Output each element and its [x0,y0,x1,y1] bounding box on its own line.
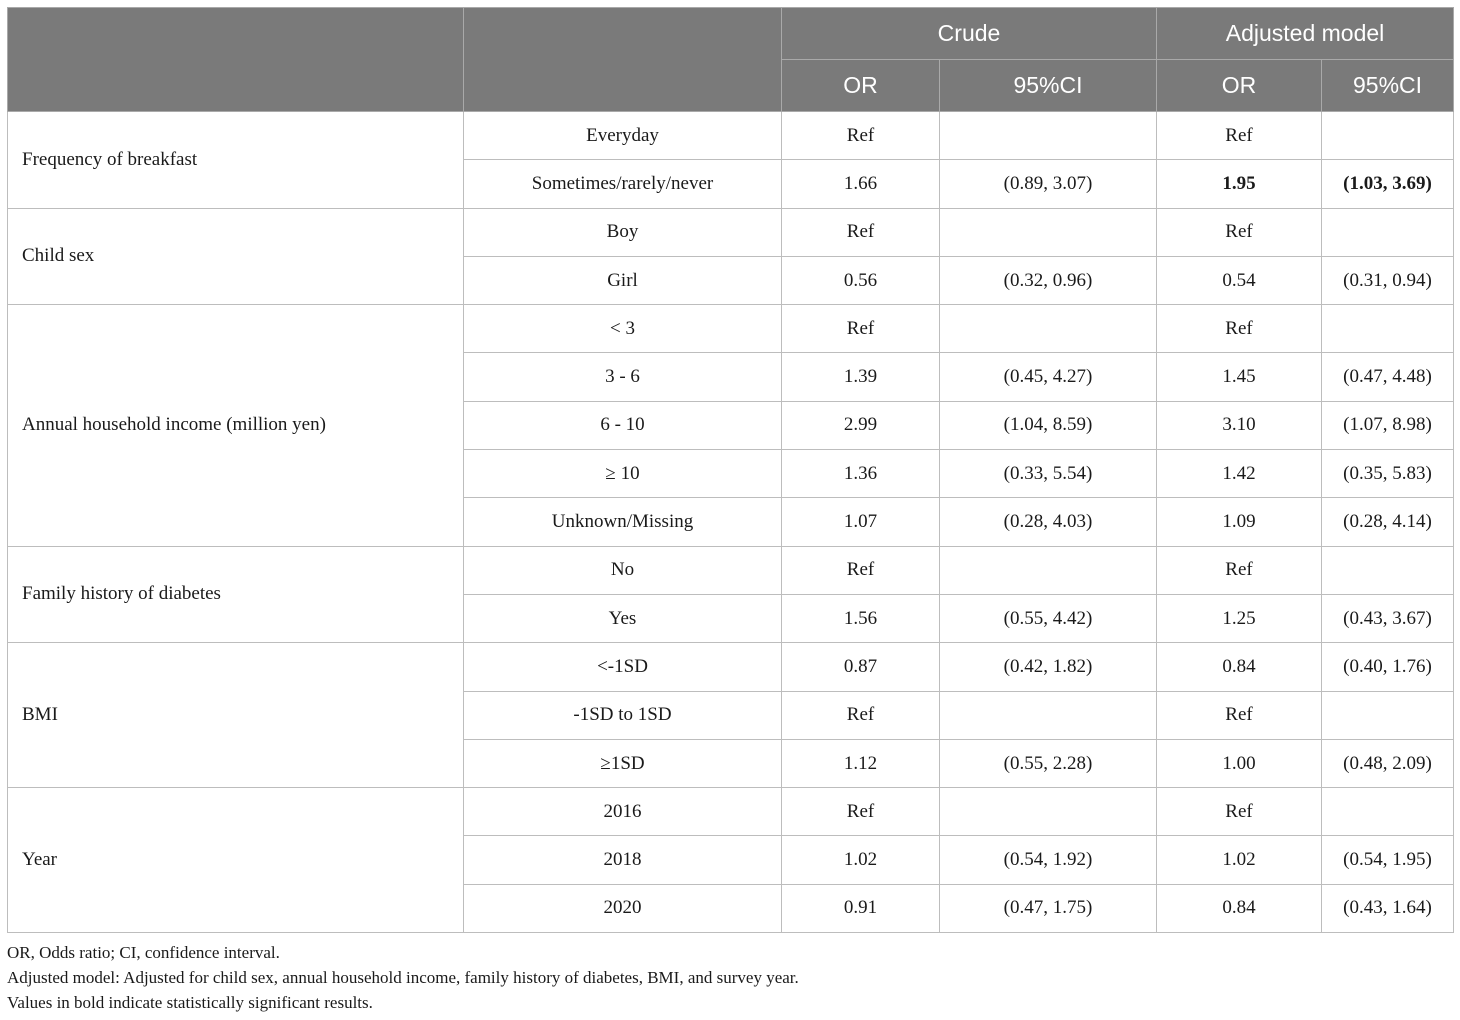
level-cell: 2020 [464,884,782,932]
crude-ci-cell [940,208,1157,256]
variable-cell: Annual household income (million yen) [8,305,464,546]
table-body [8,112,1454,933]
level-cell: Unknown/Missing [464,498,782,546]
crude-or-cell: 0.87 [782,643,940,691]
header-adjusted-ci: 95%CI [1322,60,1454,112]
level-cell: -1SD to 1SD [464,691,782,739]
header-level-blank [464,8,782,112]
crude-or-cell: Ref [782,788,940,836]
crude-ci-cell: (1.04, 8.59) [940,401,1157,449]
adjusted-or-cell: 1.45 [1157,353,1322,401]
crude-ci-cell [940,788,1157,836]
crude-or-cell: 1.39 [782,353,940,401]
header-row-groups [8,8,1454,60]
crude-or-cell: 1.07 [782,498,940,546]
level-cell: ≥1SD [464,739,782,787]
adjusted-or-cell: 1.02 [1157,836,1322,884]
crude-or-cell: 1.36 [782,450,940,498]
variable-cell: Frequency of breakfast [8,112,464,209]
footnote-adjusted-model: Adjusted model: Adjusted for child sex, annual household income, family history of diabetes, BMI, and survey year. [7,968,799,987]
adjusted-ci-cell: (0.31, 0.94) [1322,256,1454,304]
crude-ci-cell: (0.55, 2.28) [940,739,1157,787]
odds-ratio-table [7,7,1454,933]
adjusted-ci-cell: (1.03, 3.69) [1322,160,1454,208]
crude-or-cell: 0.91 [782,884,940,932]
variable-cell: BMI [8,643,464,788]
adjusted-or-cell: Ref [1157,691,1322,739]
adjusted-or-cell: Ref [1157,208,1322,256]
adjusted-ci-cell [1322,546,1454,594]
header-adjusted-model: Adjusted model [1157,8,1454,60]
level-cell: ≥ 10 [464,450,782,498]
level-cell: 6 - 10 [464,401,782,449]
adjusted-or-cell: 1.00 [1157,739,1322,787]
level-cell: Sometimes/rarely/never [464,160,782,208]
header-crude-ci: 95%CI [940,60,1157,112]
header-variable-blank [8,8,464,112]
adjusted-or-cell: 1.09 [1157,498,1322,546]
header-adjusted-or: OR [1157,60,1322,112]
table-row [8,546,1454,594]
header-crude: Crude [782,8,1157,60]
crude-or-cell: Ref [782,691,940,739]
adjusted-or-cell: 0.84 [1157,643,1322,691]
crude-ci-cell: (0.33, 5.54) [940,450,1157,498]
adjusted-ci-cell: (0.48, 2.09) [1322,739,1454,787]
table-row [8,788,1454,836]
crude-or-cell: Ref [782,208,940,256]
crude-ci-cell [940,112,1157,160]
level-cell: Girl [464,256,782,304]
adjusted-ci-cell [1322,112,1454,160]
crude-or-cell: 1.02 [782,836,940,884]
crude-or-cell: Ref [782,305,940,353]
level-cell: 2016 [464,788,782,836]
crude-or-cell: 1.12 [782,739,940,787]
crude-or-cell: Ref [782,112,940,160]
crude-or-cell: 1.66 [782,160,940,208]
level-cell: Everyday [464,112,782,160]
crude-or-cell: Ref [782,546,940,594]
footnote-abbreviations: OR, Odds ratio; CI, confidence interval. [7,943,280,962]
crude-ci-cell [940,691,1157,739]
table-footnotes [7,940,799,1015]
crude-ci-cell: (0.54, 1.92) [940,836,1157,884]
crude-ci-cell: (0.32, 0.96) [940,256,1157,304]
adjusted-ci-cell: (0.43, 3.67) [1322,594,1454,642]
adjusted-ci-cell: (0.47, 4.48) [1322,353,1454,401]
adjusted-or-cell: Ref [1157,305,1322,353]
table-row [8,305,1454,353]
adjusted-ci-cell: (0.35, 5.83) [1322,450,1454,498]
adjusted-ci-cell [1322,208,1454,256]
adjusted-or-cell: Ref [1157,112,1322,160]
crude-ci-cell: (0.47, 1.75) [940,884,1157,932]
adjusted-or-cell: 1.25 [1157,594,1322,642]
adjusted-ci-cell: (1.07, 8.98) [1322,401,1454,449]
adjusted-ci-cell [1322,691,1454,739]
adjusted-ci-cell [1322,788,1454,836]
level-cell: Yes [464,594,782,642]
crude-ci-cell [940,305,1157,353]
footnote-bold-values: Values in bold indicate statistically significant results. [7,993,373,1012]
crude-ci-cell [940,546,1157,594]
variable-cell: Child sex [8,208,464,305]
crude-ci-cell: (0.89, 3.07) [940,160,1157,208]
level-cell: 3 - 6 [464,353,782,401]
adjusted-or-cell: 3.10 [1157,401,1322,449]
adjusted-or-cell: 1.42 [1157,450,1322,498]
adjusted-ci-cell: (0.54, 1.95) [1322,836,1454,884]
crude-ci-cell: (0.28, 4.03) [940,498,1157,546]
adjusted-ci-cell: (0.28, 4.14) [1322,498,1454,546]
crude-or-cell: 2.99 [782,401,940,449]
table-row [8,208,1454,256]
table-row [8,643,1454,691]
header-crude-or: OR [782,60,940,112]
adjusted-or-cell: 1.95 [1157,160,1322,208]
adjusted-ci-cell: (0.40, 1.76) [1322,643,1454,691]
adjusted-or-cell: 0.54 [1157,256,1322,304]
crude-ci-cell: (0.45, 4.27) [940,353,1157,401]
level-cell: 2018 [464,836,782,884]
crude-ci-cell: (0.42, 1.82) [940,643,1157,691]
adjusted-or-cell: Ref [1157,788,1322,836]
adjusted-or-cell: 0.84 [1157,884,1322,932]
table-row [8,112,1454,160]
variable-cell: Year [8,788,464,933]
level-cell: No [464,546,782,594]
adjusted-ci-cell [1322,305,1454,353]
level-cell: <-1SD [464,643,782,691]
adjusted-ci-cell: (0.43, 1.64) [1322,884,1454,932]
adjusted-or-cell: Ref [1157,546,1322,594]
crude-or-cell: 0.56 [782,256,940,304]
level-cell: < 3 [464,305,782,353]
level-cell: Boy [464,208,782,256]
crude-or-cell: 1.56 [782,594,940,642]
crude-ci-cell: (0.55, 4.42) [940,594,1157,642]
variable-cell: Family history of diabetes [8,546,464,643]
